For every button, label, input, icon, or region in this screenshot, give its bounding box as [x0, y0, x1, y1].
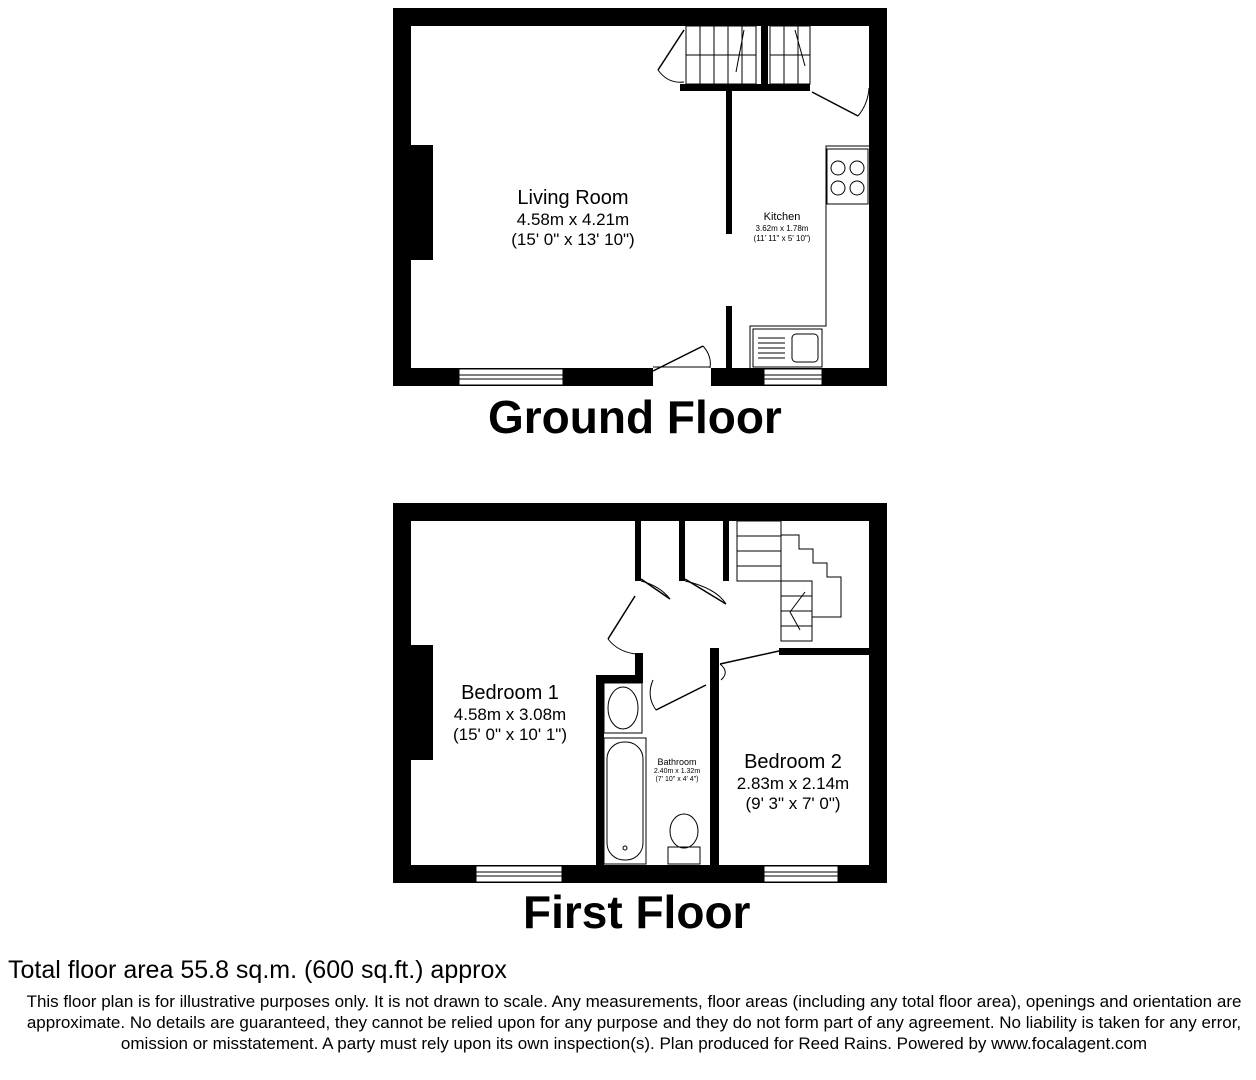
kitchen-name: Kitchen: [763, 211, 801, 223]
first-floor-title: First Floor: [523, 886, 751, 938]
bathroom-metric: 2.40m x 1.32m: [653, 767, 701, 775]
kitchen-units: [750, 146, 869, 368]
bedroom2-label: [723, 750, 863, 815]
bathroom-imperial: (7' 10" x 4' 4"): [655, 776, 699, 784]
disclaimer-text: This floor plan is for illustrative purposes only. It is not drawn to scale. Any measurements, floor areas (including any total floor area), openings and orientation are approximate. No details are guaranteed, they cannot be relied upon for any purpose and they do not form part of any agreement. No liability is taken for any error, omission or misstatement. A party must rely upon its own inspection(s). Plan produced for Reed Rains. Powered by www.focalagent.com: [26, 992, 1242, 1053]
bedroom2-metric: 2.83m x 2.14m: [736, 774, 850, 793]
bedroom1-metric: 4.58m x 3.08m: [453, 705, 567, 724]
bathroom-name: Bathroom: [657, 757, 697, 767]
bedroom2-name: Bedroom 2: [744, 751, 842, 773]
living-room-name: Living Room: [517, 187, 629, 209]
kitchen-metric: 3.62m x 1.78m: [755, 224, 809, 234]
kitchen-imperial: (11' 11" x 5' 10"): [753, 233, 811, 243]
kitchen-label: [738, 211, 826, 243]
bedroom1-label: [440, 681, 580, 746]
first-floor-doors: [608, 579, 779, 710]
total-floor-area: Total floor area 55.8 sq.m. (600 sq.ft.) approx: [8, 956, 507, 984]
bedroom2-imperial: (9' 3" x 7' 0"): [745, 794, 841, 814]
ground-floor-front-door: [653, 346, 711, 387]
living-room-metric: 4.58m x 4.21m: [516, 210, 630, 229]
bedroom1-imperial: (15' 0" x 10' 1"): [452, 725, 567, 745]
bathroom-label: [646, 757, 708, 785]
living-room-label: [503, 186, 643, 251]
ground-floor-stairs: [686, 26, 810, 84]
bedroom1-name: Bedroom 1: [461, 682, 559, 704]
living-room-imperial: (15' 0" x 13' 10"): [511, 230, 635, 250]
first-floor-stairs: [737, 521, 841, 641]
ground-floor-title: Ground Floor: [488, 391, 782, 443]
